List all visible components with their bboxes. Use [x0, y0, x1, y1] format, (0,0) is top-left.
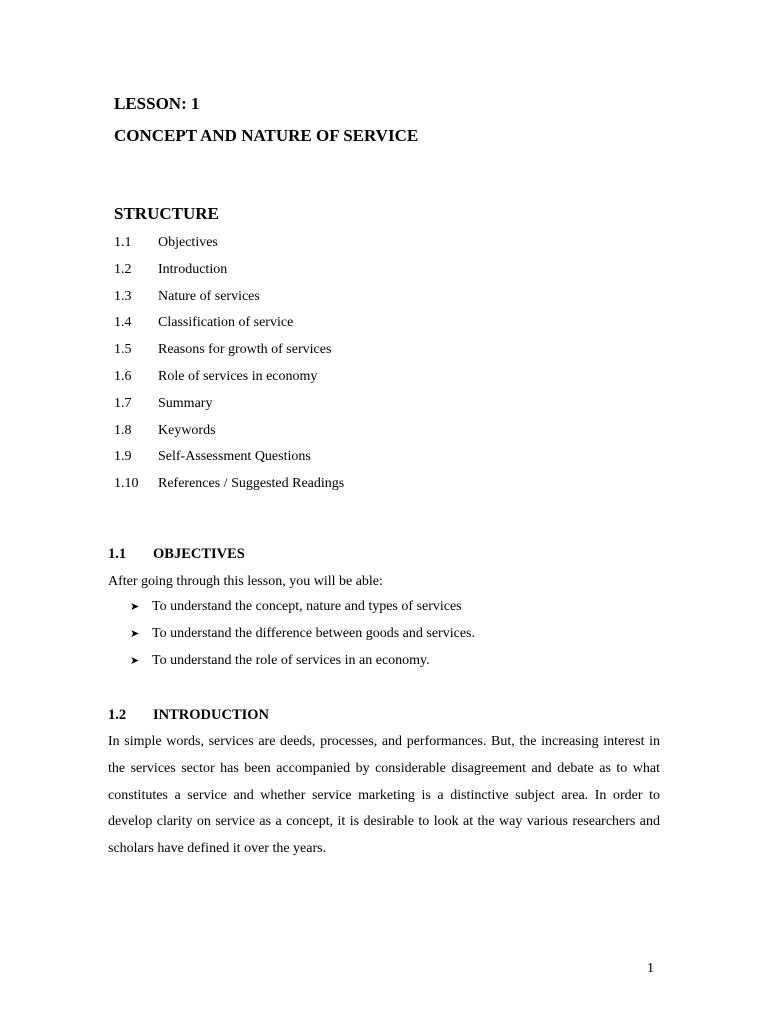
structure-item-number: 1.2 — [114, 261, 132, 277]
structure-item-label: References / Suggested Readings — [158, 476, 345, 492]
structure-item — [114, 234, 614, 261]
introduction-section-title: INTRODUCTION — [153, 707, 270, 723]
objectives-section-title: OBJECTIVES — [153, 546, 245, 562]
structure-item — [114, 395, 614, 422]
structure-item — [114, 341, 614, 368]
page-number: 1 — [647, 961, 654, 976]
structure-item — [114, 368, 614, 395]
structure-item-number: 1.3 — [114, 288, 132, 304]
objectives-section-number: 1.1 — [108, 546, 127, 562]
arrowhead-bullet-icon: ➤ — [130, 600, 140, 613]
structure-item — [114, 422, 614, 449]
structure-item-number: 1.5 — [114, 342, 132, 358]
structure-item-label: Nature of services — [158, 288, 260, 304]
objective-text: To understand the role of services in an economy. — [152, 652, 430, 668]
introduction-heading — [108, 706, 269, 724]
structure-item-number: 1.7 — [114, 395, 132, 411]
objectives-heading — [108, 545, 245, 563]
structure-item — [114, 475, 614, 502]
structure-list — [114, 234, 614, 502]
objective-text: To understand the difference between goods and services. — [152, 625, 475, 641]
structure-item-number: 1.4 — [114, 315, 132, 331]
structure-item-label: Reasons for growth of services — [158, 342, 332, 358]
objective-item — [130, 648, 475, 675]
structure-item — [114, 288, 614, 315]
arrowhead-bullet-icon: ➤ — [130, 626, 140, 640]
structure-item — [114, 314, 614, 341]
introduction-paragraph: In simple words, services are deeds, processes, and performances. But, the increasing interest in the services sector has been accompanied by considerable disagreement and debate as to what constitutes a service and whether service marketing is a distinctive subject area. In order to develop clarity on service as a concept, it is desirable to look at the way various researchers and scholars have defined it over the years. — [108, 734, 660, 857]
structure-item-label: Self-Assessment Questions — [158, 449, 311, 465]
structure-item — [114, 448, 614, 475]
structure-item-label: Role of services in economy — [158, 368, 318, 384]
structure-item-label: Objectives — [158, 235, 218, 250]
introduction-section-number: 1.2 — [108, 707, 127, 723]
lesson-number: LESSON: 1 — [114, 94, 200, 113]
objectives-intro: After going through this lesson, you will be able: — [108, 574, 383, 589]
objectives-list — [130, 594, 475, 674]
objective-item — [130, 594, 475, 621]
lesson-title: CONCEPT AND NATURE OF SERVICE — [114, 126, 419, 145]
structure-item-label: Summary — [158, 395, 213, 411]
structure-item-number: 1.1 — [114, 235, 132, 250]
structure-item-number: 1.8 — [114, 422, 132, 438]
arrowhead-bullet-icon: ➤ — [130, 653, 140, 667]
structure-item-number: 1.9 — [114, 449, 132, 465]
objective-item — [130, 621, 475, 648]
structure-item — [114, 261, 614, 288]
structure-item-number: 1.6 — [114, 368, 132, 384]
structure-item-label: Keywords — [158, 422, 216, 438]
structure-item-label: Introduction — [158, 261, 228, 277]
structure-item-number: 1.10 — [114, 476, 139, 492]
objective-text: To understand the concept, nature and types of services — [152, 599, 462, 614]
structure-heading: STRUCTURE — [114, 204, 219, 223]
structure-item-label: Classification of service — [158, 315, 294, 331]
